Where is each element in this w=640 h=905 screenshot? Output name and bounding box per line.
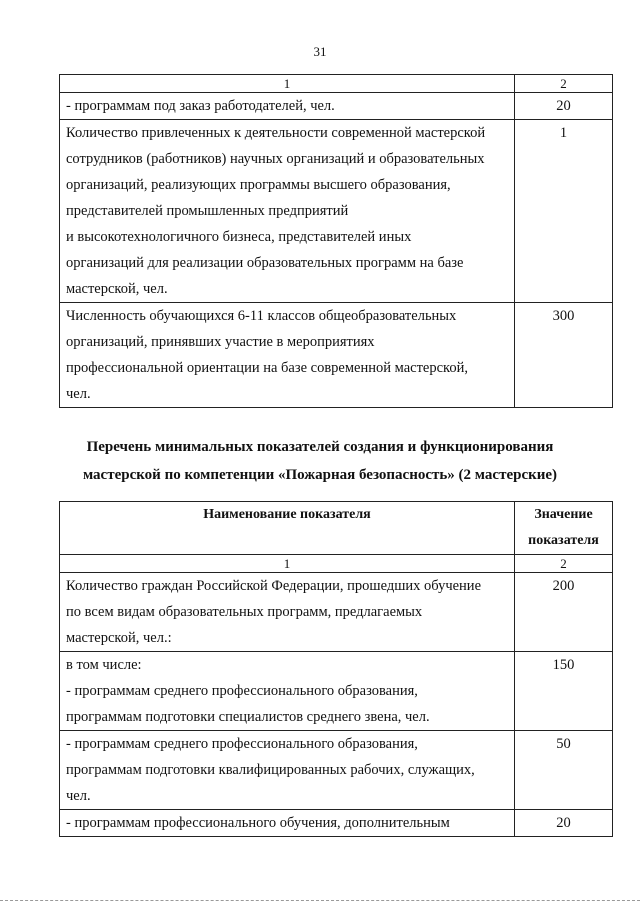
indicator-value: 20 (515, 93, 613, 120)
column-number-row (60, 75, 613, 93)
indicator-name (60, 652, 515, 731)
text-line: - программам профессионального обучения, дополнительным (66, 815, 450, 831)
indicator-value: 300 (515, 303, 613, 408)
indicator-name (60, 731, 515, 810)
text-line: представителей промышленных предприятий (66, 203, 349, 219)
text-line: в том числе: (66, 657, 142, 673)
text-line: сотрудников (работников) научных организаций и образовательных (66, 151, 485, 167)
indicator-value: 200 (515, 573, 613, 652)
table-row (60, 93, 613, 120)
header-line: показателя (528, 533, 599, 548)
indicator-name (60, 120, 515, 303)
column-number-2: 2 (515, 75, 613, 93)
header-line: Значение (534, 507, 593, 522)
text-line: чел. (66, 386, 91, 402)
text-line: - программам среднего профессионального образования, (66, 683, 418, 699)
text-line: программам подготовки квалифицированных рабочих, служащих, (66, 762, 475, 778)
indicator-name (60, 810, 515, 837)
table-row (60, 810, 613, 837)
text-line: - программам среднего профессионального образования, (66, 736, 418, 752)
table-row (60, 120, 613, 303)
text-line: и высокотехнологичного бизнеса, представителей иных (66, 229, 412, 245)
column-header-indicator: Наименование показателя (60, 502, 515, 555)
section-title-line-2: мастерской по компетенции «Пожарная безопасность» (2 мастерские) (82, 467, 558, 483)
indicators-table-continued (59, 74, 613, 408)
text-line: чел. (66, 788, 91, 804)
indicator-name (60, 303, 515, 408)
text-line: организаций, принявших участие в мероприятиях (66, 334, 375, 350)
text-line: Численность обучающихся 6-11 классов общеобразовательных (66, 308, 457, 324)
section-title (0, 433, 640, 489)
column-number-row (60, 555, 613, 573)
text-line: мастерской, чел.: (66, 630, 172, 646)
table-row (60, 303, 613, 408)
page-bottom-edge (0, 900, 640, 901)
text-line: программам подготовки специалистов среднего звена, чел. (66, 709, 430, 725)
text-line: - программам под заказ работодателей, чел. (66, 98, 335, 114)
table-row (60, 731, 613, 810)
text-line: профессиональной ориентации на базе современной мастерской, (66, 360, 468, 376)
page-number: 31 (313, 44, 327, 59)
text-line: по всем видам образовательных программ, предлагаемых (66, 604, 423, 620)
table-row (60, 652, 613, 731)
indicator-value: 50 (515, 731, 613, 810)
column-number-1: 1 (60, 555, 515, 573)
section-title-line-1: Перечень минимальных показателей создания и функционирования (86, 439, 554, 455)
table-row (60, 573, 613, 652)
indicator-name (60, 573, 515, 652)
text-line: Количество привлеченных к деятельности современной мастерской (66, 125, 486, 141)
indicator-name (60, 93, 515, 120)
text-line: мастерской, чел. (66, 281, 168, 297)
indicator-value: 20 (515, 810, 613, 837)
indicator-value: 150 (515, 652, 613, 731)
indicators-table (59, 501, 613, 837)
table-header-row (60, 502, 613, 555)
text-line: организаций, реализующих программы высшего образования, (66, 177, 451, 193)
indicator-value: 1 (515, 120, 613, 303)
column-number-1: 1 (60, 75, 515, 93)
text-line: организаций для реализации образовательных программ на базе (66, 255, 464, 271)
text-line: Количество граждан Российской Федерации, прошедших обучение (66, 578, 482, 594)
column-header-value (515, 502, 613, 555)
column-number-2: 2 (515, 555, 613, 573)
